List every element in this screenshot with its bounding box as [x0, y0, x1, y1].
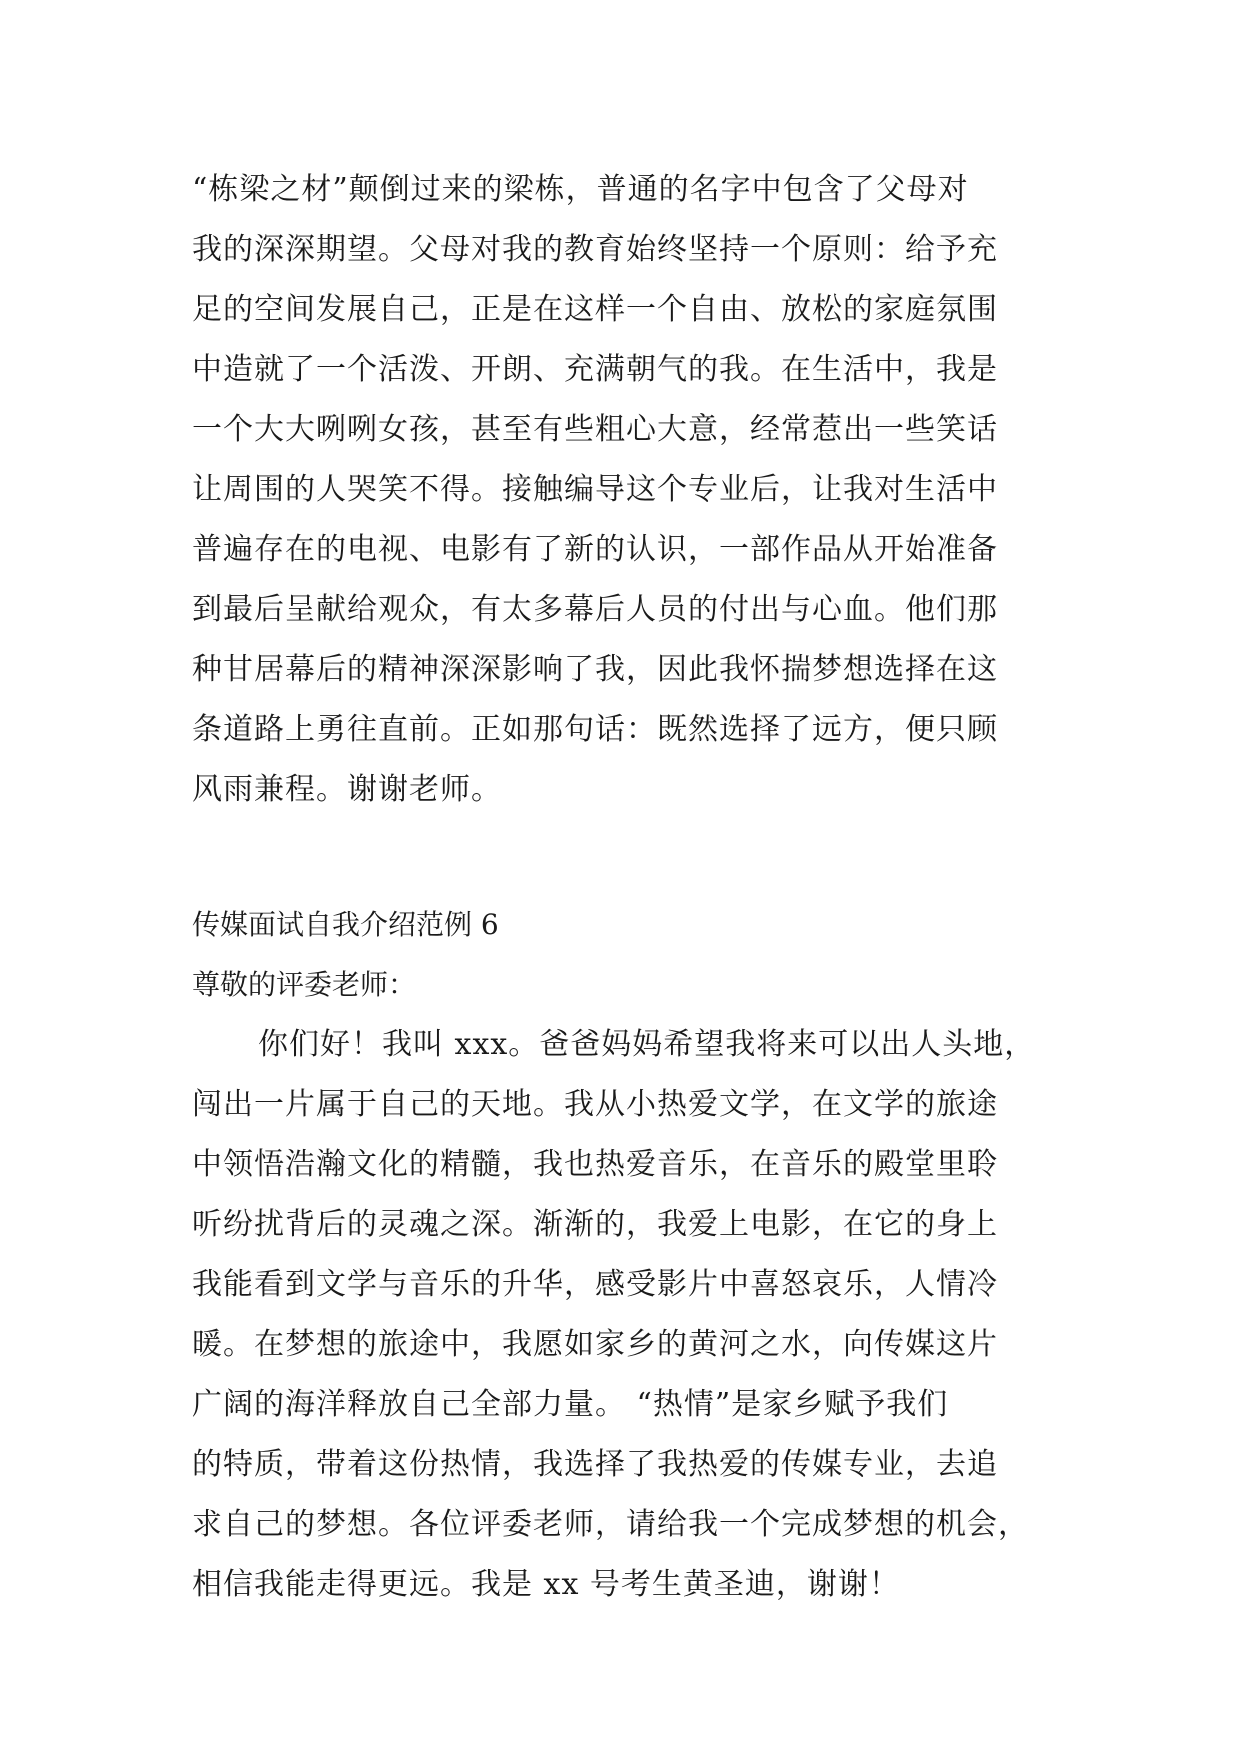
paragraph-line: 中造就了一个活泼、开朗、充满朝气的我。在生活中，我是	[192, 352, 998, 387]
paragraph-line: “栋梁之材”颠倒过来的梁栋，普通的名字中包含了父母对	[192, 172, 969, 207]
paragraph-line: 听纷扰背后的灵魂之深。渐渐的，我爱上电影，在它的身上	[192, 1207, 998, 1242]
paragraph-line: 我能看到文学与音乐的升华，感受影片中喜怒哀乐，人情冷	[192, 1267, 998, 1302]
paragraph-line: 足的空间发展自己，正是在这样一个自由、放松的家庭氛围	[192, 292, 998, 327]
paragraph-line: 你们好！我叫 xxx。爸爸妈妈希望我将来可以出人头地，	[258, 1027, 1036, 1062]
paragraph-line: 到最后呈献给观众，有太多幕后人员的付出与心血。他们那	[192, 592, 998, 627]
continued-paragraph	[192, 160, 1052, 820]
paragraph-line: 求自己的梦想。各位评委老师，请给我一个完成梦想的机会，	[192, 1507, 1029, 1542]
paragraph-line: 暖。在梦想的旅途中，我愿如家乡的黄河之水，向传媒这片	[192, 1327, 998, 1362]
paragraph-line: 广阔的海洋释放自己全部力量。 “热情”是家乡赋予我们	[192, 1387, 949, 1422]
paragraph-line: 中领悟浩瀚文化的精髓，我也热爱音乐，在音乐的殿堂里聆	[192, 1147, 998, 1182]
section-title: 传媒面试自我介绍范例 6	[192, 908, 499, 941]
paragraph-line: 条道路上勇往直前。正如那句话：既然选择了远方，便只顾	[192, 712, 998, 747]
paragraph-line: 普遍存在的电视、电影有了新的认识，一部作品从开始准备	[192, 532, 998, 567]
paragraph-line: 风雨兼程。谢谢老师。	[192, 772, 502, 807]
paragraph-line: 的特质，带着这份热情，我选择了我热爱的传媒专业，去追	[192, 1447, 998, 1482]
paragraph-line: 一个大大咧咧女孩，甚至有些粗心大意，经常惹出一些笑话	[192, 412, 998, 447]
paragraph-line: 我的深深期望。父母对我的教育始终坚持一个原则：给予充	[192, 232, 998, 267]
salutation: 尊敬的评委老师：	[192, 968, 417, 1001]
paragraph-line: 种甘居幕后的精神深深影响了我，因此我怀揣梦想选择在这	[192, 652, 998, 687]
paragraph-line: 闯出一片属于自己的天地。我从小热爱文学，在文学的旅途	[192, 1087, 998, 1122]
example-section	[192, 895, 1052, 1615]
paragraph-line: 让周围的人哭笑不得。接触编导这个专业后，让我对生活中	[192, 472, 998, 507]
paragraph-line: 相信我能走得更远。我是 xx 号考生黄圣迪，谢谢！	[192, 1567, 900, 1602]
